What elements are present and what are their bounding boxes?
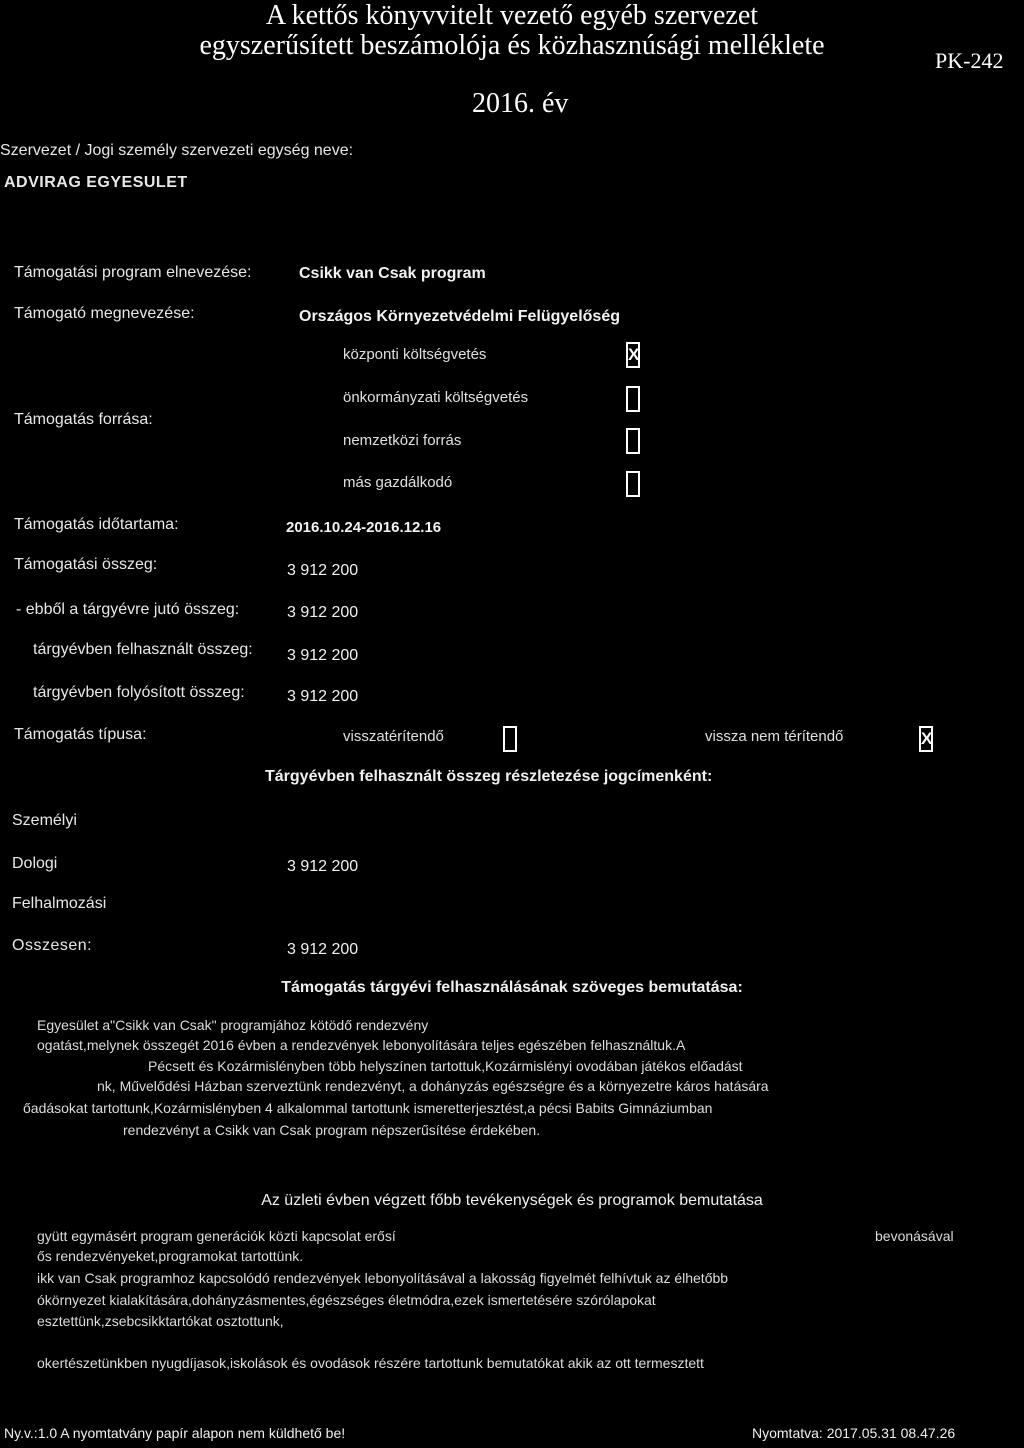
- usage-line: rendezvényt a Csikk van Csak program népszerűsítése érdekében.: [123, 1122, 541, 1138]
- organization-label: Szervezet / Jogi személy szervezeti egység neve:: [0, 142, 354, 159]
- source-option-label: más gazdálkodó: [343, 474, 453, 491]
- activities-line: esztettünk,zsebcsikktartókat osztottunk,: [37, 1313, 284, 1329]
- source-checkbox-central[interactable]: X: [626, 342, 640, 368]
- form-code: PK-242: [935, 48, 1004, 73]
- source-label: Támogatás forrása:: [14, 411, 153, 428]
- form-year: 2016. év: [472, 88, 569, 119]
- source-checkbox-municipal[interactable]: [626, 386, 640, 412]
- activities-line: okertészetünkben nyugdíjasok,iskolások és ovodások részére tartottunk bemutatókat akik az ott termesztett: [37, 1355, 704, 1371]
- form-title-line1: A kettős könyvvitelt vezető egyéb szervezet: [265, 0, 759, 31]
- type-label: Támogatás típusa:: [14, 726, 147, 743]
- activities-line: bevonásával: [875, 1228, 954, 1244]
- source-option-label: központi költségvetés: [343, 346, 487, 363]
- type-nonrefundable-label: vissza nem térítendő: [705, 728, 844, 745]
- breakdown-row-label: Személyi: [12, 812, 77, 829]
- source-checkbox-business[interactable]: [626, 471, 640, 497]
- amount-label: Támogatási összeg:: [14, 556, 158, 573]
- breakdown-total-value: 3 912 200: [287, 941, 359, 958]
- usage-line: nk, Művelődési Házban szerveztünk rendezvényt, a dohányzás egészségre és a környezetre káros hatására: [97, 1078, 769, 1094]
- breakdown-title: Tárgyévben felhasznált összeg részletezése jogcímenként:: [265, 768, 713, 785]
- donor-label: Támogató megnevezése:: [14, 305, 195, 322]
- paid-label: tárgyévben folyósított összeg:: [33, 684, 245, 701]
- paid-value: 3 912 200: [287, 688, 359, 705]
- usage-line: őadásokat tartottunk,Kozármislényben 4 alkalommal tartottunk ismeretterjesztést,a pécsi Babits Gimnáziumban: [23, 1100, 713, 1116]
- type-refundable-checkbox[interactable]: [503, 726, 517, 752]
- source-option-label: nemzetközi forrás: [343, 432, 462, 449]
- usage-line: Egyesület a"Csikk van Csak" programjához kötödő rendezvény: [37, 1017, 429, 1033]
- footer-version: Ny.v.:1.0 A nyomtatvány papír alapon nem küldhető be!: [4, 1425, 346, 1441]
- used-value: 3 912 200: [287, 647, 359, 664]
- activities-line: ókörnyezet kialakítására,dohányzásmentes,égészséges életmódra,ezek ismertetésére szórólapokat: [37, 1292, 656, 1308]
- activities-line: gyütt egymásért program generációk közti kapcsolat erősí: [37, 1228, 396, 1244]
- program-value: Csikk van Csak program: [299, 265, 486, 282]
- amount-value: 3 912 200: [287, 562, 359, 579]
- duration-label: Támogatás időtartama:: [14, 516, 179, 533]
- form-title-line2: egyszerűsített beszámolója és közhasznúsági melléklete: [199, 30, 825, 61]
- type-nonrefundable-checkbox[interactable]: X: [919, 726, 933, 752]
- year-share-label: - ebből a tárgyévre jutó összeg:: [16, 601, 240, 618]
- usage-description-title: Támogatás tárgyévi felhasználásának szöveges bemutatása:: [281, 979, 743, 996]
- program-label: Támogatási program elnevezése:: [14, 264, 252, 281]
- used-label: tárgyévben felhasznált összeg:: [33, 641, 253, 658]
- footer-printed-date: Nyomtatva: 2017.05.31 08.47.26: [752, 1425, 956, 1441]
- breakdown-row-label: Felhalmozási: [12, 895, 107, 912]
- year-share-value: 3 912 200: [287, 604, 359, 621]
- activities-title: Az üzleti évben végzett főbb tevékenységek és programok bemutatása: [261, 1192, 763, 1209]
- type-refundable-label: visszatérítendő: [343, 728, 444, 745]
- source-option-label: önkormányzati költségvetés: [343, 389, 529, 406]
- usage-line: Pécsett és Kozármislényben több helyszínen tartottuk,Kozármislényi ovodában játékos előadást: [148, 1058, 743, 1074]
- breakdown-total-label: Osszesen:: [12, 937, 93, 954]
- duration-value: 2016.10.24-2016.12.16: [286, 519, 442, 536]
- donor-value: Országos Környezetvédelmi Felügyelőség: [299, 308, 620, 325]
- source-checkbox-international[interactable]: [626, 428, 640, 454]
- activities-line: ikk van Csak programhoz kapcsolódó rendezvények lebonyolításával a lakosság figyelmét felhívtuk az élhetőbb: [37, 1270, 729, 1286]
- usage-line: ogatást,melynek összegét 2016 évben a rendezvények lebonyolítására teljes egészében felhasználtuk.A: [37, 1037, 686, 1053]
- breakdown-row-value: 3 912 200: [287, 858, 359, 875]
- organization-name: ADVIRAG EGYESULET: [4, 174, 188, 191]
- breakdown-row-label: Dologi: [12, 855, 58, 872]
- activities-line: ős rendezvényeket,programokat tartottünk.: [37, 1248, 304, 1264]
